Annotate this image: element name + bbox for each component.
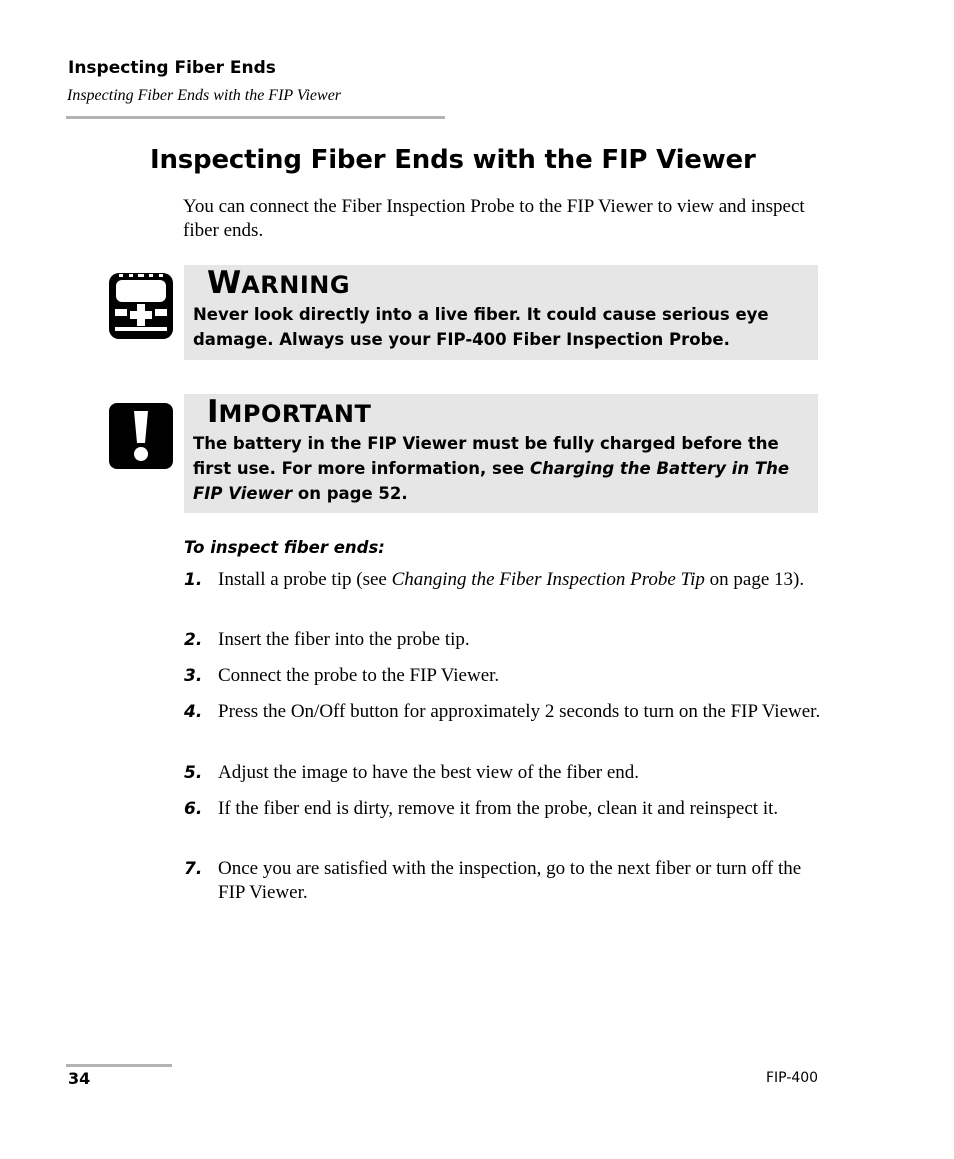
step-text: Insert the fiber into the probe tip. bbox=[218, 629, 470, 650]
important-notice bbox=[184, 394, 818, 513]
running-head-chapter: Inspecting Fiber Ends bbox=[68, 58, 276, 78]
warning-text: Never look directly into a live fiber. It could cause serious eye damage. Always use your FIP-400 Fiber Inspection Probe. bbox=[193, 305, 769, 349]
cross-reference[interactable]: Changing the Fiber Inspection Probe Tip bbox=[391, 569, 705, 590]
exclamation-icon bbox=[107, 401, 175, 471]
cross-reference[interactable]: Charging the Battery in The FIP Viewer bbox=[193, 459, 790, 503]
important-title: IMPORTANT bbox=[207, 394, 372, 430]
footer-rule bbox=[66, 1064, 172, 1067]
running-head-section: Inspecting Fiber Ends with the FIP Viewer bbox=[67, 87, 342, 104]
important-text: The battery in the FIP Viewer must be fully charged before the first use. For more information, see Charging the Battery in The FIP Viewer on page 52. bbox=[193, 434, 790, 503]
step-text: Once you are satisfied with the inspection, go to the next fiber or turn off the FIP Viewer. bbox=[218, 858, 802, 903]
procedure-title: To inspect fiber ends: bbox=[184, 538, 385, 557]
product-name: FIP-400 bbox=[766, 1070, 819, 1086]
step-number: 2. bbox=[184, 630, 203, 650]
step-number: 5. bbox=[184, 763, 203, 783]
step-number: 6. bbox=[184, 799, 203, 819]
intro-paragraph: You can connect the Fiber Inspection Probe to the FIP Viewer to view and inspect fiber ends. bbox=[183, 196, 805, 241]
header-rule bbox=[66, 116, 445, 119]
step-number: 3. bbox=[184, 666, 203, 686]
ambulance-icon bbox=[107, 271, 175, 341]
step-number: 1. bbox=[184, 570, 203, 590]
page-number: 34 bbox=[68, 1069, 91, 1088]
step-text: If the fiber end is dirty, remove it from the probe, clean it and reinspect it. bbox=[218, 798, 779, 819]
step-text: Install a probe tip (see Changing the Fiber Inspection Probe Tip on page 13). bbox=[218, 569, 805, 590]
section-title: Inspecting Fiber Ends with the FIP Viewer bbox=[150, 145, 756, 175]
step-number: 7. bbox=[184, 859, 203, 879]
warning-title: WARNING bbox=[207, 265, 351, 301]
step-text: Press the On/Off button for approximately 2 seconds to turn on the FIP Viewer. bbox=[218, 701, 821, 722]
warning-notice bbox=[184, 265, 818, 360]
step-text: Adjust the image to have the best view of the fiber end. bbox=[218, 762, 640, 783]
step-text: Connect the probe to the FIP Viewer. bbox=[218, 665, 500, 686]
step-number: 4. bbox=[184, 702, 203, 722]
